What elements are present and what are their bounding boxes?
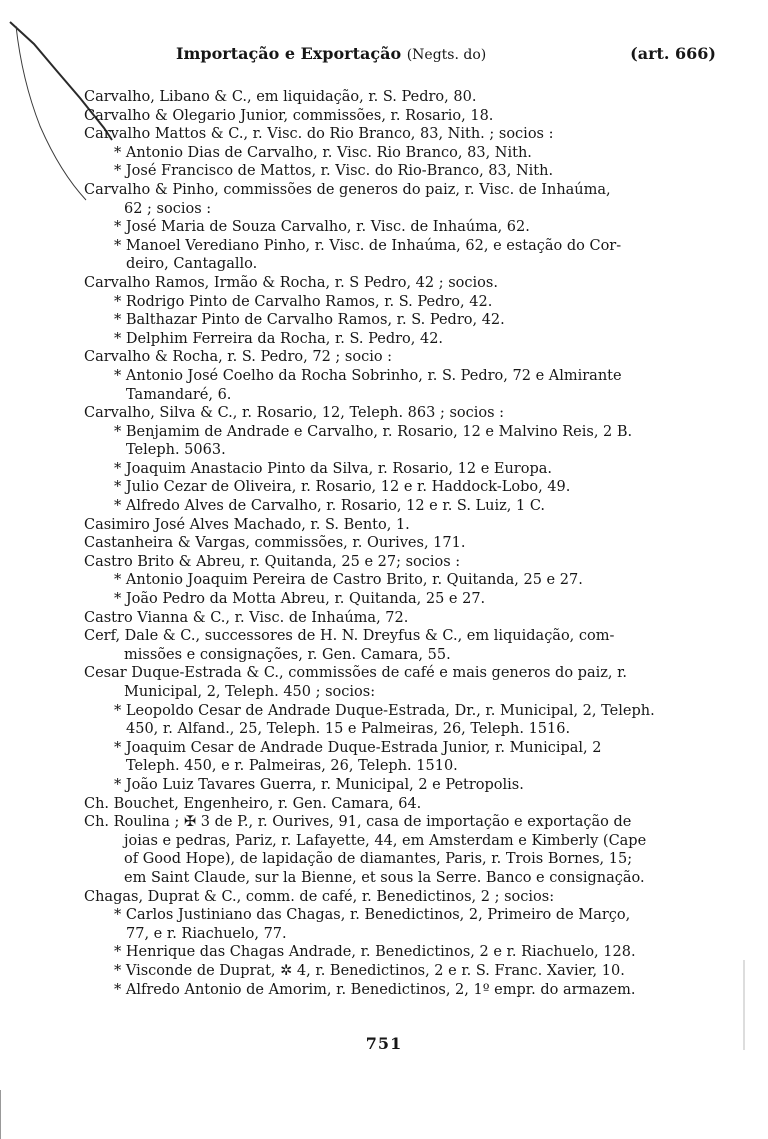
firm-entry: [84, 553, 720, 572]
partner-entry: [84, 590, 720, 609]
firm-entry: [84, 88, 720, 107]
entry-line: * Joaquim Cesar de Andrade Duque-Estrada Junior, r. Municipal, 2: [114, 739, 602, 756]
entry-line: * Henrique das Chagas Andrade, r. Benedictinos, 2 e r. Riachuelo, 128.: [114, 944, 636, 961]
partner-entry: [84, 478, 720, 497]
entry-line: Castro Vianna & C., r. Visc. de Inhaúma, 72.: [84, 609, 409, 626]
firm-entry: [84, 516, 720, 535]
partner-entry: [84, 144, 720, 163]
firm-entry: [84, 795, 720, 814]
header-title-text: Importação e Exportação: [176, 44, 402, 63]
entry-line: Cerf, Dale & C., successores de H. N. Dreyfus & C., em liquidação, com-: [84, 628, 615, 645]
partner-entry: [84, 962, 720, 981]
partner-entry: [84, 776, 720, 795]
entry-line: * José Francisco de Mattos, r. Visc. do Rio-Branco, 83, Nith.: [114, 163, 554, 180]
header-article: (art. 666): [630, 44, 716, 63]
partner-entry: [84, 497, 720, 516]
partner-entry: [84, 423, 720, 460]
page-header: [90, 44, 716, 68]
entry-line: Carvalho, Silva & C., r. Rosario, 12, Teleph. 863 ; socios :: [84, 405, 505, 422]
entry-line: 62 ; socios :: [124, 200, 212, 217]
firm-entry: [84, 274, 720, 293]
entry-line: em Saint Claude, sur la Bienne, et sous la Serre. Banco e consignação.: [124, 869, 645, 886]
entry-line: * José Maria de Souza Carvalho, r. Visc. de Inhaúma, 62.: [114, 219, 530, 236]
entry-line: * Benjamim de Andrade e Carvalho, r. Rosario, 12 e Malvino Reis, 2 B.: [114, 423, 633, 440]
entry-line: joias e pedras, Pariz, r. Lafayette, 44, em Amsterdam e Kimberly (Cape: [124, 832, 647, 849]
entry-line: Tamandaré, 6.: [126, 386, 232, 403]
entry-line: * João Luiz Tavares Guerra, r. Municipal, 2 e Petropolis.: [114, 776, 524, 793]
firm-entry: [84, 813, 720, 887]
entry-line: Ch. Roulina ; ✠ 3 de P., r. Ourives, 91, casa de importação e exportação de: [84, 814, 632, 831]
partner-entry: [84, 981, 720, 1000]
header-subtitle: (Negts. do): [406, 47, 487, 63]
entry-line: Chagas, Duprat & C., comm. de café, r. Benedictinos, 2 ; socios:: [84, 888, 555, 905]
partner-entry: [84, 311, 720, 330]
entry-line: Municipal, 2, Teleph. 450 ; socios:: [124, 684, 376, 700]
partner-entry: [84, 330, 720, 349]
partner-entry: [84, 943, 720, 962]
entry-line: * Leopoldo Cesar de Andrade Duque-Estrada, Dr., r. Municipal, 2, Teleph.: [114, 702, 655, 719]
entry-line: * Rodrigo Pinto de Carvalho Ramos, r. S. Pedro, 42.: [114, 293, 493, 310]
firm-entry: [84, 107, 720, 126]
page-number: 751: [365, 1034, 403, 1053]
entry-line: missões e consignações, r. Gen. Camara, 55.: [124, 646, 451, 663]
entry-line: * Antonio José Coelho da Rocha Sobrinho, r. S. Pedro, 72 e Almirante: [114, 367, 622, 384]
entry-line: * Alfredo Antonio de Amorim, r. Benedictinos, 2, 1º empr. do armazem.: [114, 981, 636, 998]
firm-entry: [84, 627, 720, 664]
firm-entry: [84, 888, 720, 907]
entry-line: * Julio Cezar de Oliveira, r. Rosario, 12 e r. Haddock-Lobo, 49.: [114, 479, 571, 496]
entry-line: * Antonio Joaquim Pereira de Castro Brito, r. Quitanda, 25 e 27.: [114, 572, 583, 589]
entry-line: * Delphim Ferreira da Rocha, r. S. Pedro, 42.: [114, 330, 444, 347]
entry-line: * Balthazar Pinto de Carvalho Ramos, r. S. Pedro, 42.: [114, 312, 505, 329]
entry-line: Castro Brito & Abreu, r. Quitanda, 25 e 27; socios :: [84, 553, 461, 570]
firm-entry: [84, 348, 720, 367]
entry-line: Ch. Bouchet, Engenheiro, r. Gen. Camara, 64.: [84, 795, 422, 812]
entry-line: Carvalho, Libano & C., em liquidação, r. S. Pedro, 80.: [84, 89, 477, 105]
entry-line: Carvalho Mattos & C., r. Visc. do Rio Branco, 83, Nith. ; socios :: [84, 126, 554, 143]
entry-line: * Antonio Dias de Carvalho, r. Visc. Rio Branco, 83, Nith.: [114, 144, 532, 161]
directory-entries: [84, 88, 720, 999]
entry-line: * Visconde de Duprat, ✲ 4, r. Benedictinos, 2 e r. S. Franc. Xavier, 10.: [114, 962, 625, 979]
partner-entry: [84, 293, 720, 312]
entry-line: Carvalho Ramos, Irmão & Rocha, r. S Pedro, 42 ; socios.: [84, 274, 498, 291]
entry-line: Carvalho & Pinho, commissões de generos do paiz, r. Visc. de Inhaúma,: [84, 181, 611, 198]
entry-line: * Joaquim Anastacio Pinto da Silva, r. Rosario, 12 e Europa.: [114, 460, 553, 477]
partner-entry: [84, 702, 720, 739]
firm-entry: [84, 404, 720, 423]
entry-line: Castanheira & Vargas, commissões, r. Ourives, 171.: [84, 535, 466, 552]
entry-line: deiro, Cantagallo.: [126, 256, 258, 273]
firm-entry: [84, 664, 720, 701]
firm-entry: [84, 534, 720, 553]
partner-entry: [84, 367, 720, 404]
entry-line: Carvalho & Rocha, r. S. Pedro, 72 ; socio :: [84, 349, 393, 366]
entry-line: * Manoel Verediano Pinho, r. Visc. de Inhaúma, 62, e estação do Cor-: [114, 237, 622, 254]
partner-entry: [84, 218, 720, 237]
entry-line: Teleph. 5063.: [126, 442, 226, 459]
entry-line: Carvalho & Olegario Junior, commissões, r. Rosario, 18.: [84, 107, 494, 124]
firm-entry: [84, 181, 720, 218]
partner-entry: [84, 571, 720, 590]
partner-entry: [84, 237, 720, 274]
partner-entry: [84, 162, 720, 181]
entry-line: * João Pedro da Motta Abreu, r. Quitanda, 25 e 27.: [114, 591, 486, 608]
entry-line: 450, r. Alfand., 25, Teleph. 15 e Palmeiras, 26, Teleph. 1516.: [126, 721, 571, 738]
header-title: [176, 44, 486, 63]
entry-line: of Good Hope), de lapidação de diamantes, Paris, r. Trois Bornes, 15;: [124, 851, 633, 868]
entry-line: * Carlos Justiniano das Chagas, r. Benedictinos, 2, Primeiro de Março,: [114, 907, 631, 924]
entry-line: Cesar Duque-Estrada & C., commissões de café e mais generos do paiz, r.: [84, 665, 628, 682]
entry-line: * Alfredo Alves de Carvalho, r. Rosario, 12 e r. S. Luiz, 1 C.: [114, 498, 546, 515]
firm-entry: [84, 125, 720, 144]
partner-entry: [84, 460, 720, 479]
partner-entry: [84, 739, 720, 776]
entry-line: 77, e r. Riachuelo, 77.: [126, 925, 287, 942]
entry-line: Teleph. 450, e r. Palmeiras, 26, Teleph. 1510.: [126, 758, 458, 775]
firm-entry: [84, 609, 720, 628]
entry-line: Casimiro José Alves Machado, r. S. Bento, 1.: [84, 516, 410, 533]
partner-entry: [84, 906, 720, 943]
